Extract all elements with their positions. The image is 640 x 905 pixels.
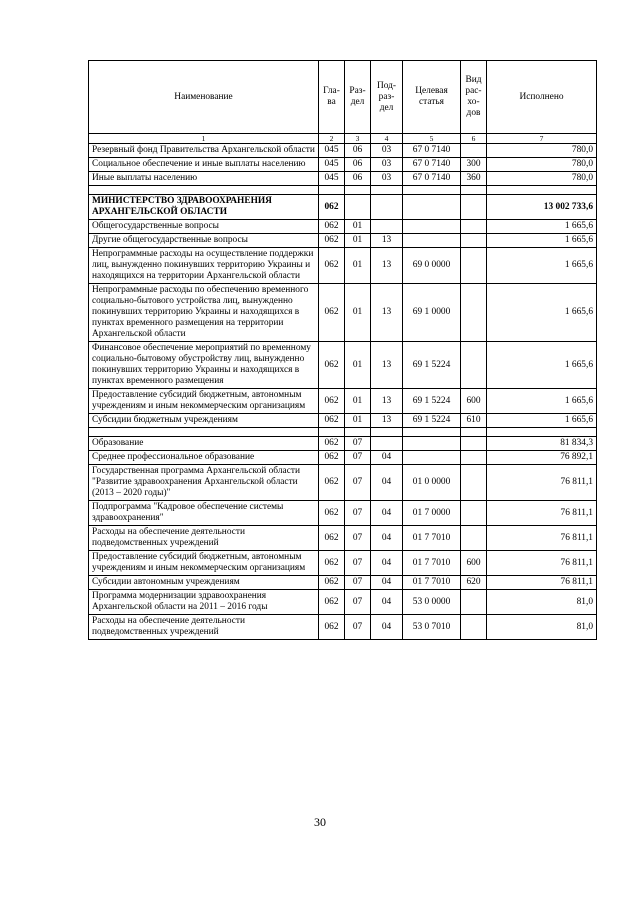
row-name: Резервный фонд Правительства Архангельской области — [89, 144, 319, 158]
row-glava: 045 — [319, 172, 345, 186]
row-vid: 600 — [461, 551, 487, 576]
page-number: 30 — [314, 815, 326, 829]
row-vid: 360 — [461, 172, 487, 186]
row-amount: 76 892,1 — [487, 451, 597, 465]
row-name: Непрограммные расходы на осуществление поддержки лиц, вынужденно покинувших территорию Украины и находящихся на территории Архангельской области — [89, 248, 319, 284]
row-razdel — [345, 195, 371, 220]
column-number: 6 — [461, 134, 487, 144]
column-number: 7 — [487, 134, 597, 144]
row-glava: 062 — [319, 342, 345, 389]
row-amount: 81,0 — [487, 615, 597, 640]
table-spacer-row — [89, 428, 597, 437]
column-number: 2 — [319, 134, 345, 144]
header-razdel: Раз-дел — [345, 61, 371, 134]
header-executed: Исполнено — [487, 61, 597, 134]
row-razdel: 07 — [345, 437, 371, 451]
row-vid — [461, 195, 487, 220]
row-podrazdel: 03 — [371, 158, 403, 172]
row-glava: 062 — [319, 389, 345, 414]
row-glava: 062 — [319, 451, 345, 465]
spacer-cell — [319, 428, 345, 437]
row-vid — [461, 451, 487, 465]
row-amount: 76 811,1 — [487, 551, 597, 576]
row-amount: 76 811,1 — [487, 576, 597, 590]
row-target — [403, 451, 461, 465]
row-vid — [461, 526, 487, 551]
row-name: Среднее профессиональное образование — [89, 451, 319, 465]
row-razdel: 01 — [345, 220, 371, 234]
row-target: 53 0 0000 — [403, 590, 461, 615]
row-target: 69 1 5224 — [403, 342, 461, 389]
row-name: МИНИСТЕРСТВО ЗДРАВООХРАНЕНИЯ АРХАНГЕЛЬСКОЙ ОБЛАСТИ — [89, 195, 319, 220]
row-razdel: 06 — [345, 158, 371, 172]
row-razdel: 01 — [345, 234, 371, 248]
row-glava: 062 — [319, 615, 345, 640]
table-body — [89, 134, 597, 640]
row-glava: 045 — [319, 144, 345, 158]
row-razdel: 01 — [345, 389, 371, 414]
row-razdel: 07 — [345, 526, 371, 551]
row-target: 69 1 5224 — [403, 389, 461, 414]
row-target: 01 7 7010 — [403, 526, 461, 551]
row-name: Субсидии бюджетным учреждениям — [89, 414, 319, 428]
table-row — [89, 526, 597, 551]
row-glava: 062 — [319, 248, 345, 284]
spacer-cell — [461, 428, 487, 437]
row-amount: 76 811,1 — [487, 526, 597, 551]
header-vid: Вид рас-хо-дов — [461, 61, 487, 134]
row-podrazdel — [371, 437, 403, 451]
table-row — [89, 590, 597, 615]
row-amount: 76 811,1 — [487, 501, 597, 526]
row-podrazdel — [371, 220, 403, 234]
row-name: Расходы на обеспечение деятельности подведомственных учреждений — [89, 526, 319, 551]
header-podrazdel: Под-раз-дел — [371, 61, 403, 134]
spacer-cell — [487, 428, 597, 437]
row-vid — [461, 342, 487, 389]
row-razdel: 06 — [345, 172, 371, 186]
table-header-row — [89, 61, 597, 134]
column-number: 3 — [345, 134, 371, 144]
row-podrazdel: 13 — [371, 342, 403, 389]
row-razdel: 07 — [345, 465, 371, 501]
table-row — [89, 414, 597, 428]
row-amount: 81,0 — [487, 590, 597, 615]
table-row — [89, 576, 597, 590]
row-name: Общегосударственные вопросы — [89, 220, 319, 234]
spacer-cell — [371, 186, 403, 195]
row-vid — [461, 615, 487, 640]
row-vid — [461, 590, 487, 615]
row-glava: 062 — [319, 284, 345, 342]
row-razdel: 07 — [345, 615, 371, 640]
row-name: Другие общегосударственные вопросы — [89, 234, 319, 248]
row-podrazdel — [371, 195, 403, 220]
row-amount: 1 665,6 — [487, 234, 597, 248]
row-name: Образование — [89, 437, 319, 451]
table-row — [89, 615, 597, 640]
row-amount: 81 834,3 — [487, 437, 597, 451]
row-target: 01 0 0000 — [403, 465, 461, 501]
table-row — [89, 389, 597, 414]
row-podrazdel: 13 — [371, 389, 403, 414]
budget-table — [88, 60, 597, 640]
row-target: 69 0 0000 — [403, 248, 461, 284]
table-row — [89, 437, 597, 451]
row-glava: 045 — [319, 158, 345, 172]
row-vid — [461, 501, 487, 526]
row-vid: 610 — [461, 414, 487, 428]
row-podrazdel: 04 — [371, 576, 403, 590]
row-name: Государственная программа Архангельской области "Развитие здравоохранения Архангельской области (2013 – 2020 годы)" — [89, 465, 319, 501]
row-razdel: 01 — [345, 284, 371, 342]
table-spacer-row — [89, 186, 597, 195]
row-name: Социальное обеспечение и иные выплаты населению — [89, 158, 319, 172]
row-glava: 062 — [319, 551, 345, 576]
row-amount: 1 665,6 — [487, 284, 597, 342]
row-name: Программа модернизации здравоохранения Архангельской области на 2011 – 2016 годы — [89, 590, 319, 615]
row-vid: 300 — [461, 158, 487, 172]
table-row — [89, 284, 597, 342]
row-amount: 76 811,1 — [487, 465, 597, 501]
row-amount: 780,0 — [487, 172, 597, 186]
row-target — [403, 234, 461, 248]
row-name: Расходы на обеспечение деятельности подведомственных учреждений — [89, 615, 319, 640]
table-row — [89, 158, 597, 172]
spacer-cell — [487, 186, 597, 195]
row-name: Иные выплаты населению — [89, 172, 319, 186]
row-podrazdel: 13 — [371, 414, 403, 428]
row-razdel: 06 — [345, 144, 371, 158]
row-razdel: 07 — [345, 501, 371, 526]
row-target: 53 0 7010 — [403, 615, 461, 640]
table-row — [89, 144, 597, 158]
spacer-cell — [345, 428, 371, 437]
table-section-row — [89, 195, 597, 220]
row-glava: 062 — [319, 465, 345, 501]
column-numbers-row — [89, 134, 597, 144]
spacer-cell — [403, 186, 461, 195]
row-vid — [461, 234, 487, 248]
row-razdel: 07 — [345, 576, 371, 590]
row-target — [403, 195, 461, 220]
row-podrazdel: 13 — [371, 284, 403, 342]
row-vid — [461, 248, 487, 284]
spacer-cell — [89, 428, 319, 437]
row-podrazdel: 04 — [371, 590, 403, 615]
column-number: 4 — [371, 134, 403, 144]
row-amount: 1 665,6 — [487, 414, 597, 428]
row-target — [403, 437, 461, 451]
row-vid: 600 — [461, 389, 487, 414]
row-razdel: 01 — [345, 342, 371, 389]
row-vid — [461, 144, 487, 158]
row-glava: 062 — [319, 576, 345, 590]
spacer-cell — [319, 186, 345, 195]
row-razdel: 01 — [345, 248, 371, 284]
row-glava: 062 — [319, 414, 345, 428]
row-vid — [461, 465, 487, 501]
row-glava: 062 — [319, 195, 345, 220]
row-target: 67 0 7140 — [403, 144, 461, 158]
header-glava: Гла-ва — [319, 61, 345, 134]
row-name: Предоставление субсидий бюджетным, автономным учреждениям и иным некоммерческим организациям — [89, 551, 319, 576]
table-row — [89, 342, 597, 389]
row-name: Непрограммные расходы по обеспечению временного социально-бытового устройства лиц, вынужденно покинувших территорию Украины и находящихся в пунктах временного размещения на территории Архангельской области — [89, 284, 319, 342]
row-razdel: 01 — [345, 414, 371, 428]
row-glava: 062 — [319, 437, 345, 451]
row-vid — [461, 284, 487, 342]
row-target: 69 1 5224 — [403, 414, 461, 428]
row-podrazdel: 13 — [371, 234, 403, 248]
column-number: 1 — [89, 134, 319, 144]
row-podrazdel: 04 — [371, 526, 403, 551]
row-target: 01 7 0000 — [403, 501, 461, 526]
row-target — [403, 220, 461, 234]
row-razdel: 07 — [345, 590, 371, 615]
row-amount: 1 665,6 — [487, 248, 597, 284]
row-podrazdel: 03 — [371, 144, 403, 158]
row-glava: 062 — [319, 220, 345, 234]
row-glava: 062 — [319, 501, 345, 526]
row-target: 67 0 7140 — [403, 158, 461, 172]
row-podrazdel: 04 — [371, 465, 403, 501]
row-target: 01 7 7010 — [403, 576, 461, 590]
row-target: 01 7 7010 — [403, 551, 461, 576]
row-podrazdel: 04 — [371, 501, 403, 526]
spacer-cell — [461, 186, 487, 195]
row-amount: 1 665,6 — [487, 220, 597, 234]
row-glava: 062 — [319, 234, 345, 248]
row-podrazdel: 04 — [371, 615, 403, 640]
spacer-cell — [403, 428, 461, 437]
row-amount: 1 665,6 — [487, 389, 597, 414]
table-row — [89, 465, 597, 501]
row-vid: 620 — [461, 576, 487, 590]
spacer-cell — [89, 186, 319, 195]
row-name: Субсидии автономным учреждениям — [89, 576, 319, 590]
row-razdel: 07 — [345, 551, 371, 576]
table-row — [89, 248, 597, 284]
header-target: Целевая статья — [403, 61, 461, 134]
row-name: Подпрограмма "Кадровое обеспечение системы здравоохранения" — [89, 501, 319, 526]
row-name: Предоставление субсидий бюджетным, автономным учреждениям и иным некоммерческим организациям — [89, 389, 319, 414]
table-row — [89, 172, 597, 186]
table-row — [89, 551, 597, 576]
table-row — [89, 501, 597, 526]
row-podrazdel: 13 — [371, 248, 403, 284]
header-name: Наименование — [89, 61, 319, 134]
row-amount: 780,0 — [487, 158, 597, 172]
row-amount: 780,0 — [487, 144, 597, 158]
row-podrazdel: 04 — [371, 451, 403, 465]
column-number: 5 — [403, 134, 461, 144]
spacer-cell — [345, 186, 371, 195]
row-razdel: 07 — [345, 451, 371, 465]
row-target: 69 1 0000 — [403, 284, 461, 342]
spacer-cell — [371, 428, 403, 437]
table-row — [89, 234, 597, 248]
row-target: 67 0 7140 — [403, 172, 461, 186]
row-glava: 062 — [319, 590, 345, 615]
row-vid — [461, 220, 487, 234]
row-podrazdel: 03 — [371, 172, 403, 186]
table-row — [89, 451, 597, 465]
row-podrazdel: 04 — [371, 551, 403, 576]
row-vid — [461, 437, 487, 451]
row-amount: 13 002 733,6 — [487, 195, 597, 220]
row-glava: 062 — [319, 526, 345, 551]
table-row — [89, 220, 597, 234]
row-amount: 1 665,6 — [487, 342, 597, 389]
row-name: Финансовое обеспечение мероприятий по временному социально-бытовому обустройству лиц, вынужденно покинувших территорию Украины и находящихся в пунктах временного размещения — [89, 342, 319, 389]
